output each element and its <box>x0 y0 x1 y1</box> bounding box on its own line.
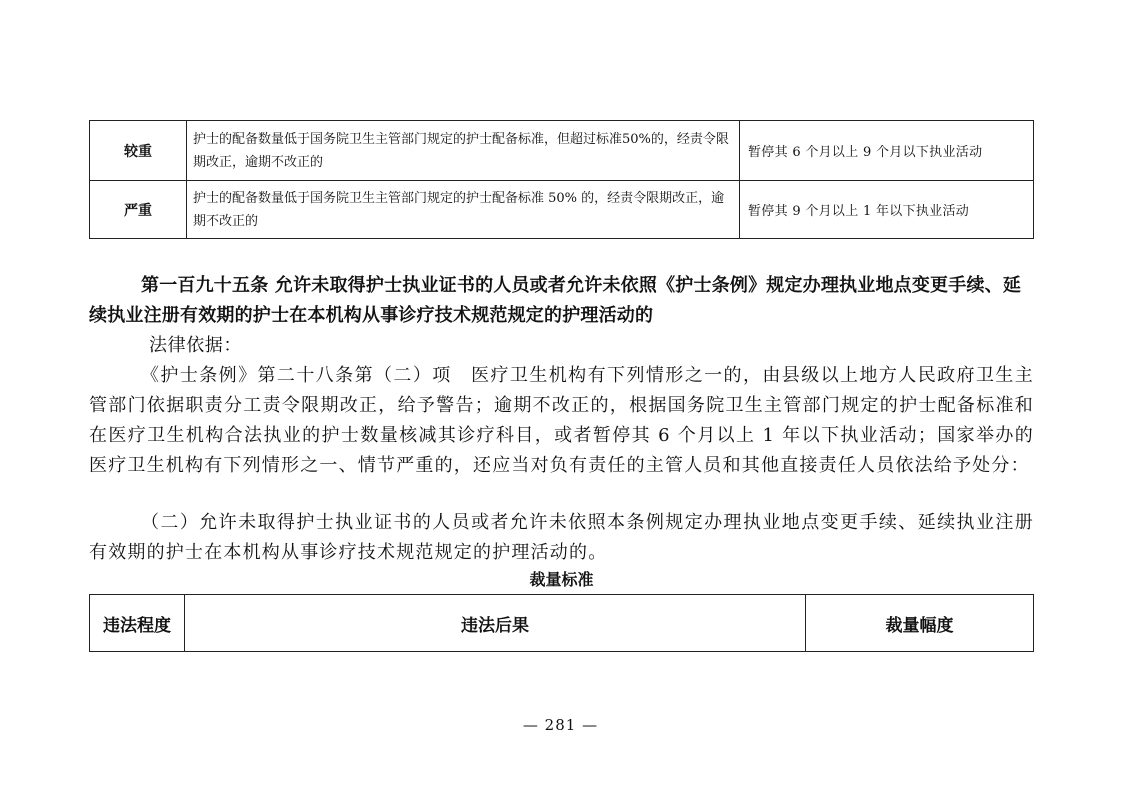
table-row <box>90 121 1034 181</box>
article-heading: 第一百九十五条 允许未取得护士执业证书的人员或者允许未依照《护士条例》规定办理执业地点变更手续、延续执业注册有效期的护士在本机构从事诊疗技术规范规定的护理活动的 <box>89 275 1022 326</box>
discretion-standard-table <box>89 594 1034 652</box>
table-caption: 裁量标准 <box>529 570 594 589</box>
page-number: — 281 — <box>522 716 599 734</box>
severity-level-cell: 严重 <box>90 181 187 239</box>
violation-consequence-cell: 护士的配备数量低于国务院卫生主管部门规定的护士配备标准，但超过标准50%的，经责令限期改正，逾期不改正的 <box>187 121 740 181</box>
column-header-discretion-range: 裁量幅度 <box>806 595 1034 652</box>
penalty-range-cell: 暂停其 6 个月以上 9 个月以下执业活动 <box>740 121 1034 181</box>
legal-clause-main: 《护士条例》第二十八条第（二）项 医疗卫生机构有下列情形之一的，由县级以上地方人民政府卫生主管部门依据职责分工责令限期改正，给予警告；逾期不改正的，根据国务院卫生主管部门规定的护士配备标准和在医疗卫生机构合法执业的护士数量核减其诊疗科目，或者暂停其 6 个月以上 1 年以下执业活动；国家举办的医疗卫生机构有下列情形之一、情节严重的，还应当对负有责任的主管人员和其他直接责任人员依法给予处分： <box>89 365 1034 476</box>
discretion-table-continued <box>89 120 1034 239</box>
violation-consequence-cell: 护士的配备数量低于国务院卫生主管部门规定的护士配备标准 50% 的，经责令限期改正，逾期不改正的 <box>187 181 740 239</box>
severity-level-cell: 较重 <box>90 121 187 181</box>
column-header-violation-consequence: 违法后果 <box>185 595 806 652</box>
table-row <box>90 181 1034 239</box>
column-header-violation-level: 违法程度 <box>90 595 185 652</box>
legal-clause-item: （二）允许未取得护士执业证书的人员或者允许未依照本条例规定办理执业地点变更手续、延续执业注册有效期的护士在本机构从事诊疗技术规范规定的护理活动的。 <box>89 512 1034 563</box>
table-header-row <box>90 595 1034 652</box>
penalty-range-cell: 暂停其 9 个月以上 1 年以下执业活动 <box>740 181 1034 239</box>
legal-basis-label: 法律依据： <box>149 335 242 356</box>
